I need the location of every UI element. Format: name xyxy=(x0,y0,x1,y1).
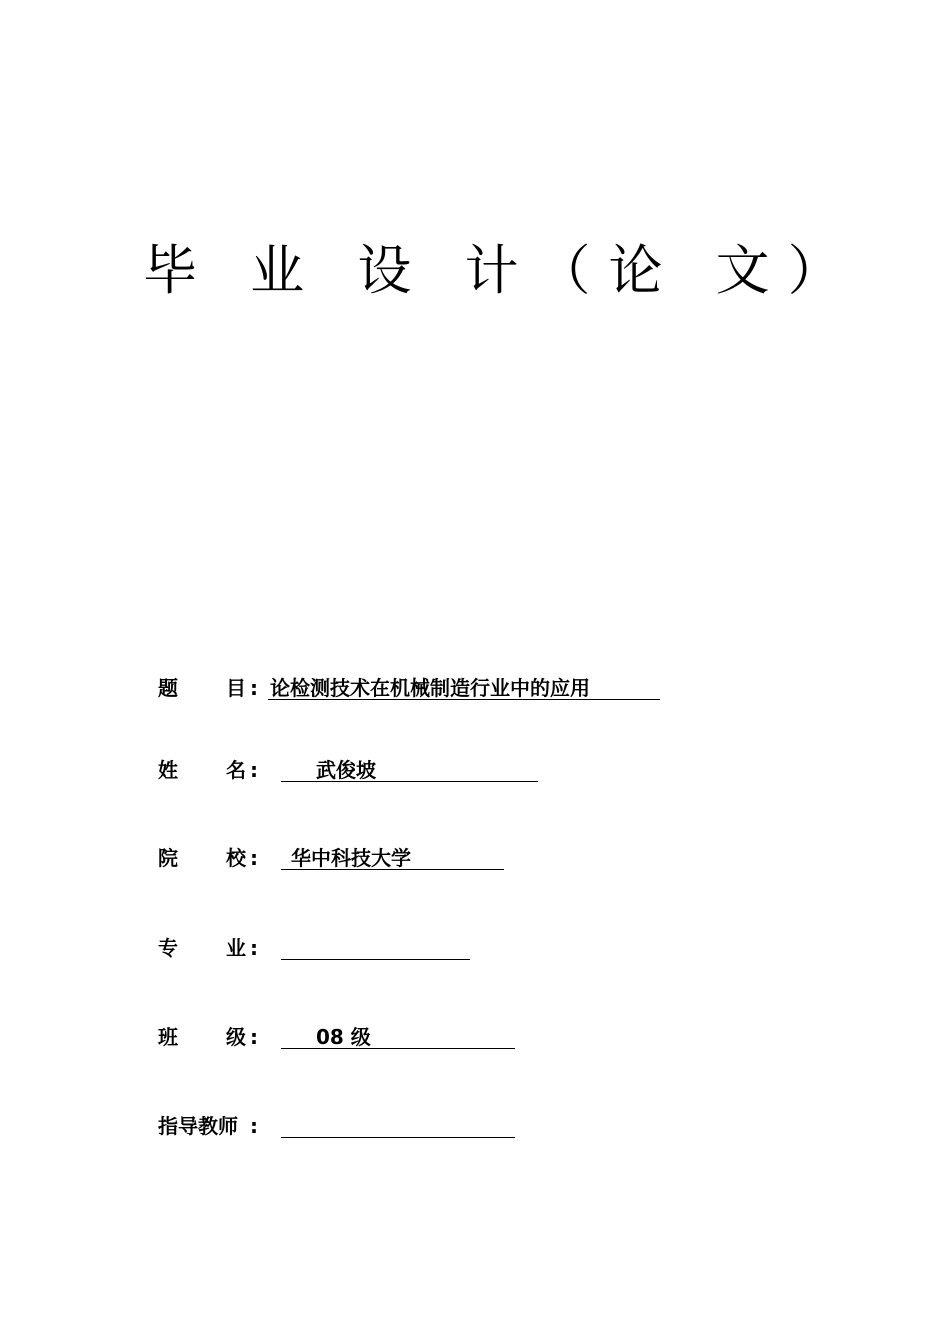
school-colon: : xyxy=(250,846,258,870)
school-field xyxy=(158,842,518,874)
class-colon: : xyxy=(250,1025,258,1049)
advisor-colon: : xyxy=(250,1114,258,1138)
class-field xyxy=(158,1021,538,1053)
topic-label-char-1: 题 xyxy=(158,676,178,700)
major-field xyxy=(158,932,488,964)
name-value: 武俊坡 xyxy=(316,758,376,782)
major-label-char-1: 专 xyxy=(158,936,178,960)
name-label-char-1: 姓 xyxy=(158,758,178,782)
advisor-field xyxy=(158,1110,538,1142)
document-title: 毕 业 设 计（论 文） xyxy=(143,239,860,302)
name-colon: : xyxy=(250,758,258,782)
school-value: 华中科技大学 xyxy=(291,846,411,870)
school-label-char-2: 校 xyxy=(226,846,246,870)
major-colon: : xyxy=(250,936,258,960)
class-value: 08 级 xyxy=(316,1025,371,1049)
major-underline xyxy=(281,959,470,960)
topic-field xyxy=(158,672,678,704)
advisor-label: 指导教师 xyxy=(158,1114,238,1138)
major-label-char-2: 业 xyxy=(226,936,246,960)
topic-colon: : xyxy=(250,676,258,700)
topic-label-char-2: 目 xyxy=(226,676,246,700)
class-label-char-1: 班 xyxy=(158,1025,178,1049)
school-label-char-1: 院 xyxy=(158,846,178,870)
class-label-char-2: 级 xyxy=(226,1025,246,1049)
topic-value: 论检测技术在机械制造行业中的应用 xyxy=(270,676,590,700)
name-label-char-2: 名 xyxy=(226,758,246,782)
advisor-underline xyxy=(281,1137,515,1138)
name-field xyxy=(158,754,558,786)
